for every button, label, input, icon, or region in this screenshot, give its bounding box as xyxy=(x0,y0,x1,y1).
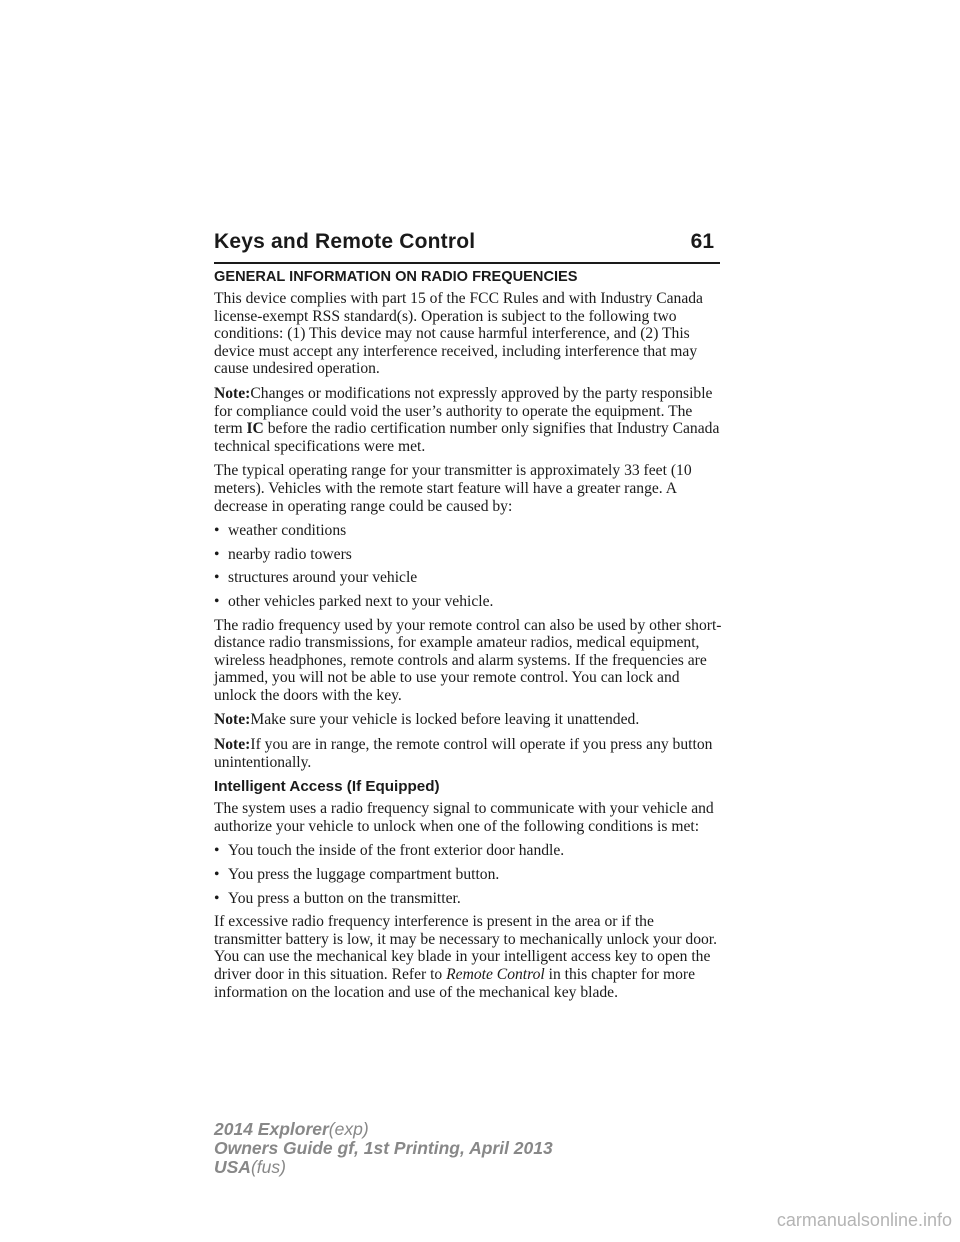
list-item-text: structures around your vehicle xyxy=(228,569,418,587)
list-item-text: You touch the inside of the front exterior door handle. xyxy=(228,842,565,860)
paragraph-fcc-compliance: This device complies with part 15 of the FCC Rules and with Industry Canada license-exempt RSS standard(s). Operation is subject to the following two conditions: (1) This device may not cause harmful interference, and (2) This device must accept any interference received, including interference that may cause undesired operation. xyxy=(214,290,703,378)
chapter-title: Keys and Remote Control xyxy=(214,230,476,253)
footer-model: 2014 Explorer xyxy=(214,1119,329,1139)
paragraph-intelligent-access: The system uses a radio frequency signal to communicate with your vehicle and authorize your vehicle to unlock when one of the following conditions is met: xyxy=(214,800,714,835)
range-factors-list xyxy=(214,522,724,610)
page-content xyxy=(214,268,724,1008)
list-item xyxy=(214,866,724,884)
note-text: before the radio certification number only signifies that Industry Canada technical specifications were met. xyxy=(214,420,720,455)
footer-model-code: (exp) xyxy=(328,1119,369,1139)
bullet-icon: • xyxy=(214,889,220,907)
list-item-text: nearby radio towers xyxy=(228,545,352,563)
list-item xyxy=(214,522,724,540)
bullet-icon: • xyxy=(214,842,220,860)
note-label: Note: xyxy=(214,736,251,754)
footer-market-code: (fus) xyxy=(250,1157,286,1177)
note-text: Changes or modifications not expressly approved by the party responsible for compliance could void the user’s authority to operate the equipment. The term xyxy=(214,384,713,438)
bullet-icon: • xyxy=(214,569,220,587)
paragraph-mechanical-key xyxy=(214,913,724,1001)
note-text: If you are in range, the remote control will operate if you press any button unintentionally. xyxy=(214,736,713,771)
list-item xyxy=(214,569,724,587)
bullet-icon: • xyxy=(214,866,220,884)
term-ic: IC xyxy=(246,420,264,438)
note-text: Make sure your vehicle is locked before leaving it unattended. xyxy=(250,711,640,729)
list-item xyxy=(214,546,724,564)
bullet-icon: • xyxy=(214,522,220,540)
list-item-text: You press a button on the transmitter. xyxy=(228,889,461,907)
list-item xyxy=(214,890,724,908)
section-heading-radio-frequencies: GENERAL INFORMATION ON RADIO FREQUENCIES xyxy=(214,269,578,285)
note-lock-vehicle xyxy=(214,711,724,729)
list-item xyxy=(214,842,724,860)
footer-printing-line: Owners Guide gf, 1st Printing, April 2013 xyxy=(214,1138,553,1158)
footer-market: USA xyxy=(214,1157,251,1177)
paragraph-operating-range: The typical operating range for your transmitter is approximately 33 feet (10 meters). Vehicles with the remote start feature will have a greater range. A decrease in operating range could be caused by: xyxy=(214,462,692,515)
bullet-icon: • xyxy=(214,545,220,563)
section-heading-intelligent-access: Intelligent Access (If Equipped) xyxy=(214,778,440,796)
list-item-text: other vehicles parked next to your vehicle. xyxy=(228,592,494,610)
watermark-text: carmanualsonline.info xyxy=(776,1210,952,1230)
list-item-text: weather conditions xyxy=(228,522,347,540)
page-footer xyxy=(214,1120,553,1177)
paragraph-text: If excessive radio frequency interference is present in the area or if the transmitter battery is low, it may be necessary to mechanically unlock your door. You can use the mechanical key blade in your intelligent access key to open the driver door in this situation. Refer to xyxy=(214,913,718,983)
page-number: 61 xyxy=(690,230,714,253)
list-item xyxy=(214,593,724,611)
note-in-range xyxy=(214,736,724,771)
bullet-icon: • xyxy=(214,592,220,610)
footer-model-line xyxy=(214,1120,553,1139)
paragraph-frequency-sharing: The radio frequency used by your remote control can also be used by other short-distance radio transmissions, for example amateur radios, medical equipment, wireless headphones, remote controls and alarm systems. If the frequencies are jammed, you will not be able to use your remote control. You can lock and unlock the doors with the key. xyxy=(214,616,722,704)
unlock-conditions-list xyxy=(214,842,724,907)
note-label: Note: xyxy=(214,711,251,729)
note-modifications xyxy=(214,385,724,455)
paragraph-text: in this chapter for more information on the location and use of the mechanical key blade. xyxy=(214,966,696,1001)
list-item-text: You press the luggage compartment button. xyxy=(228,866,500,884)
cross-reference-remote-control: Remote Control xyxy=(446,966,545,983)
note-label: Note: xyxy=(214,384,251,402)
page-header xyxy=(214,228,720,264)
footer-market-line xyxy=(214,1158,553,1177)
